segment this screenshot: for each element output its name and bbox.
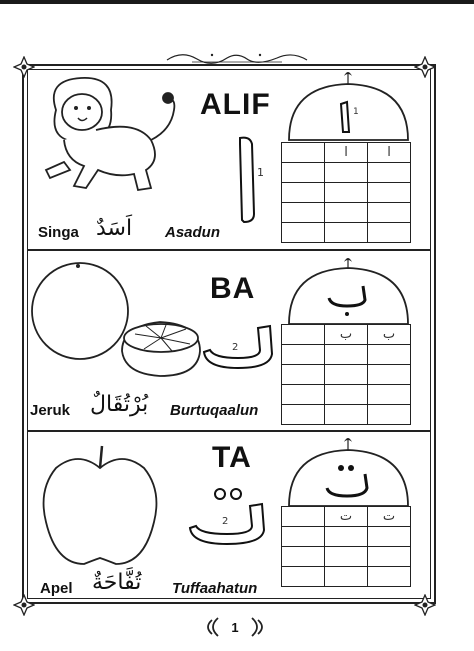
grid-cell[interactable]	[325, 365, 368, 385]
page-number-text: 1	[231, 620, 239, 635]
practice-grid-ta	[281, 506, 411, 587]
grid-cell[interactable]: ب	[368, 325, 411, 345]
grid-cell[interactable]	[325, 183, 368, 203]
grid-cell[interactable]: ب	[325, 325, 368, 345]
apple-illustration	[38, 440, 162, 570]
grid-cell[interactable]	[368, 385, 411, 405]
grid-cell[interactable]	[368, 365, 411, 385]
grid-cell[interactable]	[282, 527, 325, 547]
grid-cell[interactable]: ت	[325, 507, 368, 527]
grid-cell[interactable]	[325, 345, 368, 365]
grid-cell[interactable]	[368, 163, 411, 183]
word-arabic: بُرْتُقَالٌ	[90, 392, 149, 417]
grid-cell[interactable]	[282, 507, 325, 527]
word-transliteration: Burtuqaalun	[170, 402, 259, 419]
grid-cell[interactable]	[325, 163, 368, 183]
grid-cell[interactable]	[325, 567, 368, 587]
letter-name-title: BA	[210, 272, 256, 305]
dome-letter-frame	[285, 256, 412, 326]
grid-cell[interactable]	[282, 365, 325, 385]
word-indonesian: Apel	[40, 580, 73, 597]
grid-cell[interactable]	[368, 405, 411, 425]
svg-text:2: 2	[232, 342, 239, 353]
lion-illustration	[36, 70, 186, 200]
corner-ornament-icon	[13, 56, 35, 78]
grid-cell[interactable]	[282, 163, 325, 183]
dome-letter-frame	[285, 436, 412, 508]
grid-cell[interactable]: ا	[368, 143, 411, 163]
section-divider	[27, 430, 431, 432]
grid-cell[interactable]: ا	[325, 143, 368, 163]
grid-cell[interactable]	[325, 547, 368, 567]
grid-cell[interactable]: ت	[368, 507, 411, 527]
grid-cell[interactable]	[282, 203, 325, 223]
word-indonesian: Jeruk	[30, 402, 71, 419]
corner-ornament-icon	[13, 594, 35, 616]
grid-cell[interactable]	[325, 405, 368, 425]
section-divider	[27, 249, 431, 251]
grid-cell[interactable]	[282, 547, 325, 567]
page-number	[205, 617, 265, 639]
grid-cell[interactable]	[325, 203, 368, 223]
grid-cell[interactable]	[368, 527, 411, 547]
word-transliteration: Asadun	[165, 224, 221, 241]
grid-cell[interactable]	[282, 385, 325, 405]
grid-cell[interactable]	[282, 143, 325, 163]
word-transliteration: Tuffaahatun	[172, 580, 258, 597]
svg-text:1: 1	[353, 107, 359, 117]
grid-cell[interactable]	[368, 183, 411, 203]
practice-grid-ba	[281, 324, 411, 425]
word-indonesian: Singa	[38, 224, 79, 241]
letter-alif-outline	[228, 134, 268, 226]
svg-text:2: 2	[222, 516, 229, 527]
grid-cell[interactable]	[282, 405, 325, 425]
top-border-line	[0, 0, 474, 4]
letter-name-title: TA	[212, 441, 252, 474]
grid-cell[interactable]	[368, 567, 411, 587]
letter-ba-outline	[198, 320, 278, 376]
practice-grid-alif	[281, 142, 411, 243]
grid-cell[interactable]	[325, 527, 368, 547]
grid-cell[interactable]	[368, 223, 411, 243]
letter-name-title: ALIF	[200, 88, 271, 121]
word-arabic: اَسَدٌ	[96, 216, 133, 241]
word-arabic: تُفَّاحَةٌ	[92, 570, 142, 595]
stroke-order-number: 1	[257, 166, 264, 179]
grid-cell[interactable]	[282, 223, 325, 243]
grid-cell[interactable]	[368, 203, 411, 223]
corner-ornament-icon	[414, 594, 436, 616]
dome-letter-frame	[285, 70, 412, 142]
grid-cell[interactable]	[282, 325, 325, 345]
grid-cell[interactable]	[325, 223, 368, 243]
grid-cell[interactable]	[368, 345, 411, 365]
grid-cell[interactable]	[282, 567, 325, 587]
grid-cell[interactable]	[325, 385, 368, 405]
orange-illustration	[30, 256, 202, 378]
grid-cell[interactable]	[282, 345, 325, 365]
grid-cell[interactable]	[282, 183, 325, 203]
letter-ta-outline	[182, 488, 272, 548]
grid-cell[interactable]	[368, 547, 411, 567]
corner-ornament-icon	[414, 56, 436, 78]
